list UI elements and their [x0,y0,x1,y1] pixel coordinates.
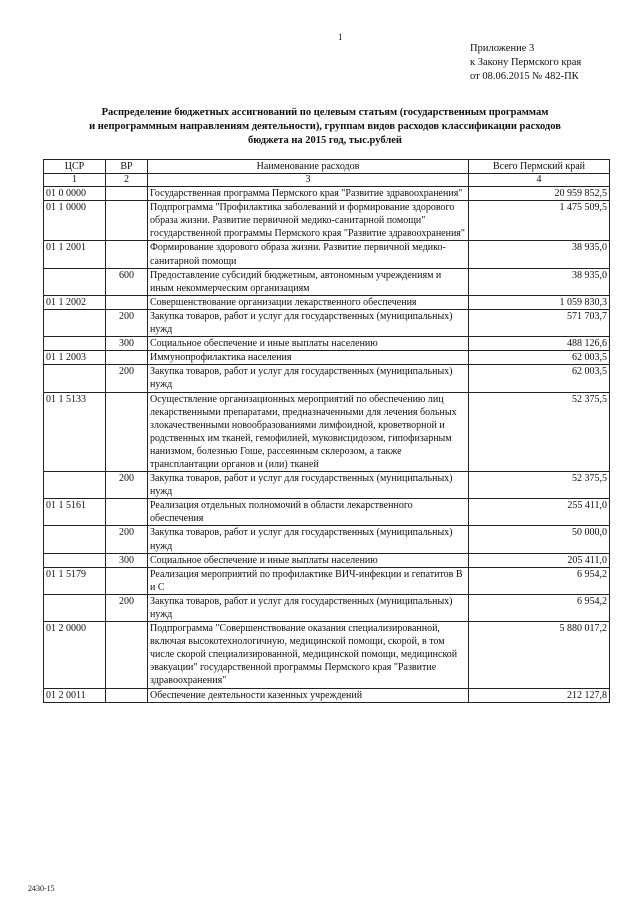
header-total: Всего Пермский край [469,160,610,174]
amount-cell: 52 375,5 [469,472,610,499]
amount-cell: 62 003,5 [469,365,610,392]
amount-cell: 1 475 509,5 [469,201,610,241]
table-row [44,567,610,594]
name-cell: Предоставление субсидий бюджетным, автономным учреждениям и иным некоммерческим организациям [148,268,469,295]
vr-cell: 600 [106,268,148,295]
csr-cell [44,526,106,553]
csr-cell: 01 2 0000 [44,622,106,688]
name-cell: Обеспечение деятельности казенных учреждений [148,688,469,702]
budget-table [43,159,610,703]
column-number: 3 [148,174,469,187]
name-cell: Закупка товаров, работ и услуг для государственных (муниципальных) нужд [148,526,469,553]
vr-cell: 200 [106,365,148,392]
name-cell: Реализация мероприятий по профилактике ВИЧ-инфекции и гепатитов B и C [148,567,469,594]
header-csr: ЦСР [44,160,106,174]
table-row [44,622,610,688]
amount-cell: 52 375,5 [469,392,610,472]
amount-cell: 488 126,6 [469,337,610,351]
csr-cell [44,337,106,351]
amount-cell: 38 935,0 [469,241,610,268]
csr-cell: 01 1 0000 [44,201,106,241]
csr-cell: 01 1 2003 [44,351,106,365]
name-cell: Социальное обеспечение и иные выплаты населению [148,553,469,567]
amount-cell: 38 935,0 [469,268,610,295]
vr-cell [106,567,148,594]
csr-cell: 01 0 0000 [44,187,106,201]
amount-cell: 255 411,0 [469,499,610,526]
vr-cell [106,295,148,309]
amount-cell: 1 059 830,3 [469,295,610,309]
csr-cell [44,365,106,392]
amount-cell: 6 954,2 [469,567,610,594]
name-cell: Социальное обеспечение и иные выплаты населению [148,337,469,351]
name-cell: Реализация отдельных полномочий в области лекарственного обеспечения [148,499,469,526]
table-row [44,309,610,336]
name-cell: Подпрограмма "Совершенствование оказания специализированной, включая высокотехнологичную, медицинской помощи, скорой, в том числе скорой специализированной, медицинской помощи, медицинской эвакуации" государственной программы Пермского края "Развитие здравоохранения" [148,622,469,688]
csr-cell: 01 1 2002 [44,295,106,309]
appendix-note [470,42,581,84]
table-row [44,594,610,621]
table-row [44,499,610,526]
name-cell: Подпрограмма "Профилактика заболеваний и формирование здорового образа жизни. Развитие первичной медико-санитарной помощи" государственной программы Пермского края "Развитие здравоохранения" [148,201,469,241]
amount-cell: 50 000,0 [469,526,610,553]
csr-cell [44,594,106,621]
amount-cell: 571 703,7 [469,309,610,336]
vr-cell [106,351,148,365]
csr-cell: 01 1 5161 [44,499,106,526]
name-cell: Совершенствование организации лекарственного обеспечения [148,295,469,309]
amount-cell: 20 959 852,5 [469,187,610,201]
table-row [44,241,610,268]
table-row [44,351,610,365]
csr-cell [44,309,106,336]
amount-cell: 6 954,2 [469,594,610,621]
amount-cell: 205 411,0 [469,553,610,567]
amount-cell: 5 880 017,2 [469,622,610,688]
table-row [44,526,610,553]
table-row [44,187,610,201]
header-vr: ВР [106,160,148,174]
name-cell: Закупка товаров, работ и услуг для государственных (муниципальных) нужд [148,309,469,336]
vr-cell: 200 [106,526,148,553]
appendix-line-1: Приложение 3 [470,43,535,54]
name-cell: Государственная программа Пермского края "Развитие здравоохранения" [148,187,469,201]
csr-cell [44,472,106,499]
table-row [44,201,610,241]
column-number: 2 [106,174,148,187]
vr-cell [106,187,148,201]
csr-cell: 01 1 2001 [44,241,106,268]
name-cell: Закупка товаров, работ и услуг для государственных (муниципальных) нужд [148,365,469,392]
vr-cell: 200 [106,472,148,499]
table-row [44,337,610,351]
csr-cell: 01 1 5179 [44,567,106,594]
vr-cell [106,241,148,268]
csr-cell: 01 1 5133 [44,392,106,472]
table-row [44,295,610,309]
vr-cell [106,392,148,472]
name-cell: Осуществление организационных мероприятий по обеспечению лиц лекарственными препаратами, предназначенными для лечения больных злокачественными новообразованиями лимфоидной, кроветворной и родственных им тканей, гемофилией, муковисцидозом, гипофизарным нанизмом, болезнью Гоше, рассеянным склерозом, а также трансплантации органов и (или) тканей [148,392,469,472]
vr-cell [106,688,148,702]
amount-cell: 62 003,5 [469,351,610,365]
header-name: Наименование расходов [148,160,469,174]
title-line-2: и непрограммным направлениям деятельности), группам видов расходов классификации расходов [89,121,561,132]
appendix-line-3: от 08.06.2015 № 482-ПК [470,71,579,82]
table-row [44,392,610,472]
title-line-3: бюджета на 2015 год, тыс.рублей [248,135,402,146]
table-row [44,472,610,499]
document-title [40,106,610,148]
vr-cell: 300 [106,553,148,567]
footer-code: 2430-15 [28,884,55,893]
csr-cell [44,553,106,567]
vr-cell: 200 [106,594,148,621]
amount-cell: 212 127,8 [469,688,610,702]
vr-cell [106,499,148,526]
title-line-1: Распределение бюджетных ассигнований по целевым статьям (государственным программам [101,107,549,118]
column-number: 1 [44,174,106,187]
table-row [44,553,610,567]
name-cell: Закупка товаров, работ и услуг для государственных (муниципальных) нужд [148,594,469,621]
column-number-row [44,174,610,187]
appendix-line-2: к Закону Пермского края [470,57,582,68]
page-number: 1 [338,32,343,42]
name-cell: Закупка товаров, работ и услуг для государственных (муниципальных) нужд [148,472,469,499]
table-row [44,268,610,295]
name-cell: Иммунопрофилактика населения [148,351,469,365]
table-row [44,688,610,702]
vr-cell: 200 [106,309,148,336]
vr-cell: 300 [106,337,148,351]
vr-cell [106,201,148,241]
table-row [44,365,610,392]
csr-cell: 01 2 0011 [44,688,106,702]
name-cell: Формирование здорового образа жизни. Развитие первичной медико-санитарной помощи [148,241,469,268]
header-row [44,160,610,174]
column-number: 4 [469,174,610,187]
vr-cell [106,622,148,688]
csr-cell [44,268,106,295]
